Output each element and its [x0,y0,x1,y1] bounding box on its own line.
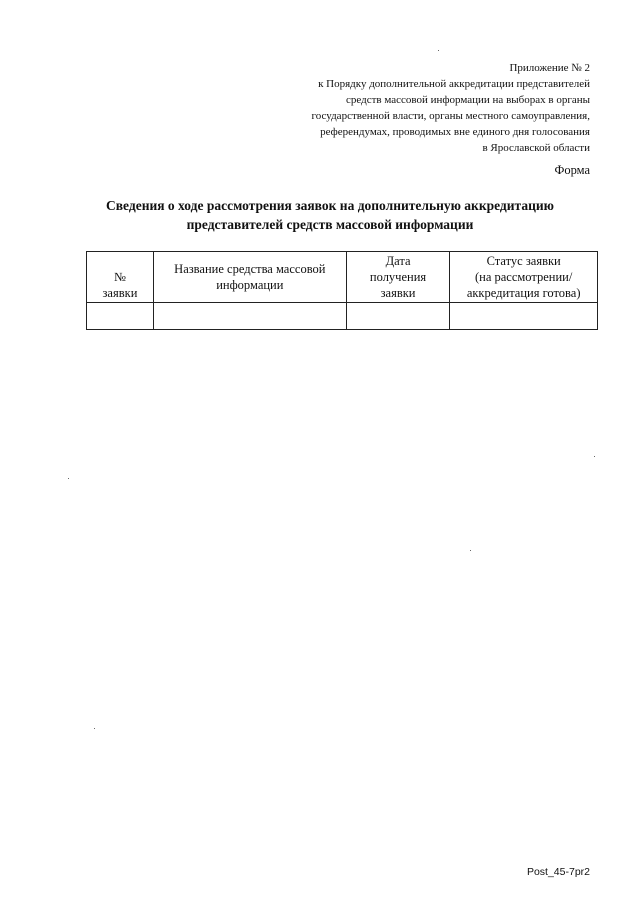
appendix-line: средств массовой информации на выборах в органы [346,94,590,106]
scan-speck [438,50,439,51]
title-line-2: представителей средств массовой информации [186,217,474,232]
header-text: Статус заявки [486,254,561,268]
header-text: (на рассмотрении/ [474,270,573,284]
appendix-header [210,60,590,156]
header-text: информации [216,278,284,292]
appendix-line: Приложение № 2 [509,62,590,74]
header-text: заявки [102,286,138,300]
header-text: получения [369,270,427,284]
document-code: Post_45-7pr2 [526,866,590,878]
header-receipt-date [346,252,450,303]
header-application-status [450,252,598,303]
appendix-line: референдумах, проводимых вне единого дня голосования [320,126,590,138]
appendix-line: в Ярославской области [482,142,590,154]
header-text: заявки [380,286,416,300]
scan-speck [68,478,69,479]
header-application-number [87,252,154,303]
header-text: аккредитация готова) [466,286,581,300]
table-header-row [87,252,598,303]
scan-speck [94,728,95,729]
applications-table [86,251,598,330]
title-line-1: Сведения о ходе рассмотрения заявок на дополнительную аккредитацию [106,198,554,213]
header-text: Название средства массовой [174,262,326,276]
form-label: Форма [554,163,590,177]
scan-speck [470,550,471,551]
table-row [87,303,598,330]
header-text: № [113,270,126,284]
table-cell [87,303,154,330]
table-cell [450,303,598,330]
document-title [60,196,600,234]
header-text: Дата [385,254,411,268]
appendix-line: к Порядку дополнительной аккредитации представителей [318,78,590,90]
appendix-line: государственной власти, органы местного самоуправления, [311,110,590,122]
header-media-name [153,252,346,303]
table-cell [153,303,346,330]
table-cell [346,303,450,330]
scan-speck [594,456,595,457]
